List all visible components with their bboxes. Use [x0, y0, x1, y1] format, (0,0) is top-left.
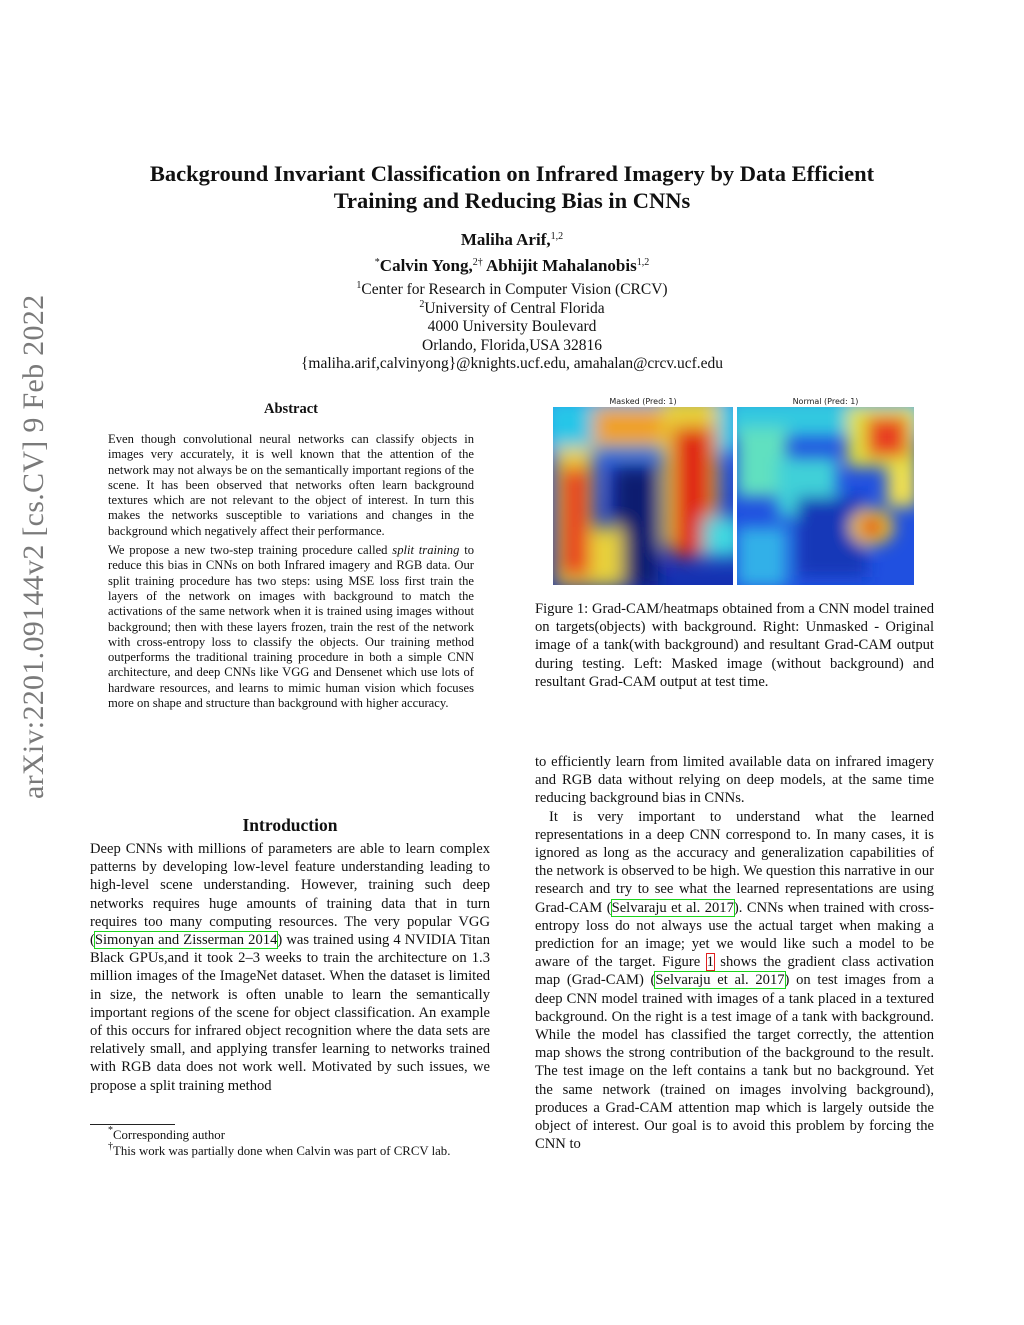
footnotes	[90, 1127, 490, 1159]
title-line-1: Background Invariant Classification on Infrared Imagery by Data Efficient	[149, 161, 875, 186]
figure-1-reference[interactable]: 1	[706, 954, 714, 971]
footnote-corresponding: *Corresponding author	[108, 1125, 225, 1142]
author-line-1	[60, 230, 964, 250]
right-column-body	[535, 753, 934, 1153]
right-paragraph-1: to efficiently learn from limited available data on infrared imagery and RGB data without relying on deep models, at the same time reducing background bias in CNNs.	[535, 754, 934, 807]
right-paragraph-2: It is very important to understand what the learned representations in a deep CNN correspond to. In many cases, it is ignored as long as the accuracy and generalization capabilities of the network is observed to be high. We question this narrative in our research and try to see what the learned representations are using Grad-CAM (Selvaraju et al. 2017). CNNs when trained with cross-entropy loss do not always use the actual target when making a prediction for an image; yet we would like such a model to be aware of the target. Figure 1 shows the gradient class activation map (Grad-CAM) (Selvaraju et al. 2017) on test images from a deep CNN model trained with images of a tank placed in a textured background. On the right is a test image of a tank with background. While the model has classified the target correctly, the attention map shows the strong contribution of the background to the result. The test image on the left contains a tank but no background. Yet the same network (trained on images involving background), produces a Grad-CAM attention map which is largely outside the object of interest. Our goal is to avoid this problem by forcing the CNN to	[535, 808, 934, 1153]
author-maliha-affil: 1,2	[550, 231, 564, 242]
arxiv-identifier: arXiv:2201.09144v2 [cs.CV] 9 Feb 2022	[17, 294, 50, 799]
author-abhijit-affil: 1,2	[636, 257, 650, 268]
introduction-paragraph: Deep CNNs with millions of parameters are able to learn complex patterns by developing low-level feature understanding leading to high-level scene understanding. However, training such deep networks requires huge amounts of training data that in turn requires too many computing resources. The very popular VGG (Simonyan and Zisserman 2014) was trained using 4 NVIDIA Titan Black GPUs,and it took 2–3 weeks to train the architecture on 1.3 million images of the ImageNet dataset. When the dataset is limited in size, the network is often unable to learn the semantically important regions of the scene for object classification. An example of this occurs for infrared object recognition where the data sets are relatively small, and applying transfer learning to networks trained with RGB data does not work well. Motivated by such issues, we propose a split training method	[90, 841, 490, 1094]
citation-selvaraju-1[interactable]: Selvaraju et al. 2017	[611, 899, 734, 916]
citation-selvaraju-2[interactable]: Selvaraju et al. 2017	[655, 972, 785, 989]
corresponding-mark: *	[374, 257, 380, 268]
introduction-heading: Introduction	[242, 815, 338, 835]
masked-heatmap-image	[553, 407, 733, 585]
author-calvin: Calvin Yong,	[379, 256, 473, 275]
footnote-rule	[90, 1124, 175, 1125]
normal-heatmap-image	[737, 407, 914, 585]
author-calvin-affil: 2†	[472, 257, 483, 268]
introduction-body	[90, 840, 490, 1095]
abstract-body	[108, 432, 474, 711]
title-line-2: Training and Reducing Bias in CNNs	[333, 188, 691, 213]
citation-simonyan-zisserman[interactable]: Simonyan and Zisserman 2014	[94, 932, 278, 949]
figure1-caption: Figure 1: Grad-CAM/heatmaps obtained from a CNN model trained on targets(objects) with background. Right: Unmasked - Original image of a tank(with background) and resultant Grad-CAM output during testing. Left: Masked image (without background) and resultant Grad-CAM output at test time.	[535, 601, 934, 690]
affiliation-1: $^1$Center for Research in Computer Vision (CRCV)	[356, 280, 668, 298]
footnote-crcv: †This work was partially done when Calvin was part of CRCV lab.	[108, 1141, 451, 1158]
author-emails: {maliha.arif,calvinyong}@knights.ucf.edu, amahalan@crcv.ucf.edu	[300, 355, 724, 372]
abstract-paragraph-2: We propose a new two-step training procedure called split training to reduce this bias in CNNs on both Infrared imagery and RGB data. Our split training procedure has two steps: using MSE loss first train the layers of the network on images with background to match the activations of the same network when it is trained using images without background; then with these layers frozen, train the rest of the network with cross-entropy loss to classify the objects. Our training method outperforms the traditional training procedure in both a simple CNN architecture, and deep CNNs like VGG and Densenet which use lots of hardware resources, and learns to mimic human vision which focuses more on shape and structure than background with higher accuracy.	[108, 543, 474, 711]
paper-title	[60, 160, 964, 214]
figure1-right-label: Normal (Pred: 1)	[792, 397, 859, 406]
abstract-paragraph-1: Even though convolutional neural networks can classify objects in images very accurately, it is well known that the attention of the network may not always be on the semantically important regions of the scene. It has been observed that networks often learn background textures which are not relevant to the object of interest. In turn this makes the networks susceptible to variations and changes in the background which negatively affect their performance.	[108, 432, 474, 538]
abstract-heading: Abstract	[264, 401, 318, 417]
figure1-left-label: Masked (Pred: 1)	[609, 397, 677, 406]
author-abhijit: Abhijit Mahalanobis	[486, 256, 637, 275]
split-training-term: split training	[392, 543, 460, 558]
author-line-2	[60, 256, 964, 276]
affiliations	[60, 281, 964, 374]
figure1-normal-heatmap	[737, 407, 914, 585]
author-maliha: Maliha Arif,	[460, 230, 551, 249]
address-line-1: 4000 University Boulevard	[427, 318, 597, 335]
figure1-masked-heatmap	[553, 407, 733, 585]
affiliation-2: $^2$University of Central Florida	[419, 298, 605, 317]
address-line-2: Orlando, Florida,USA 32816	[422, 336, 602, 354]
